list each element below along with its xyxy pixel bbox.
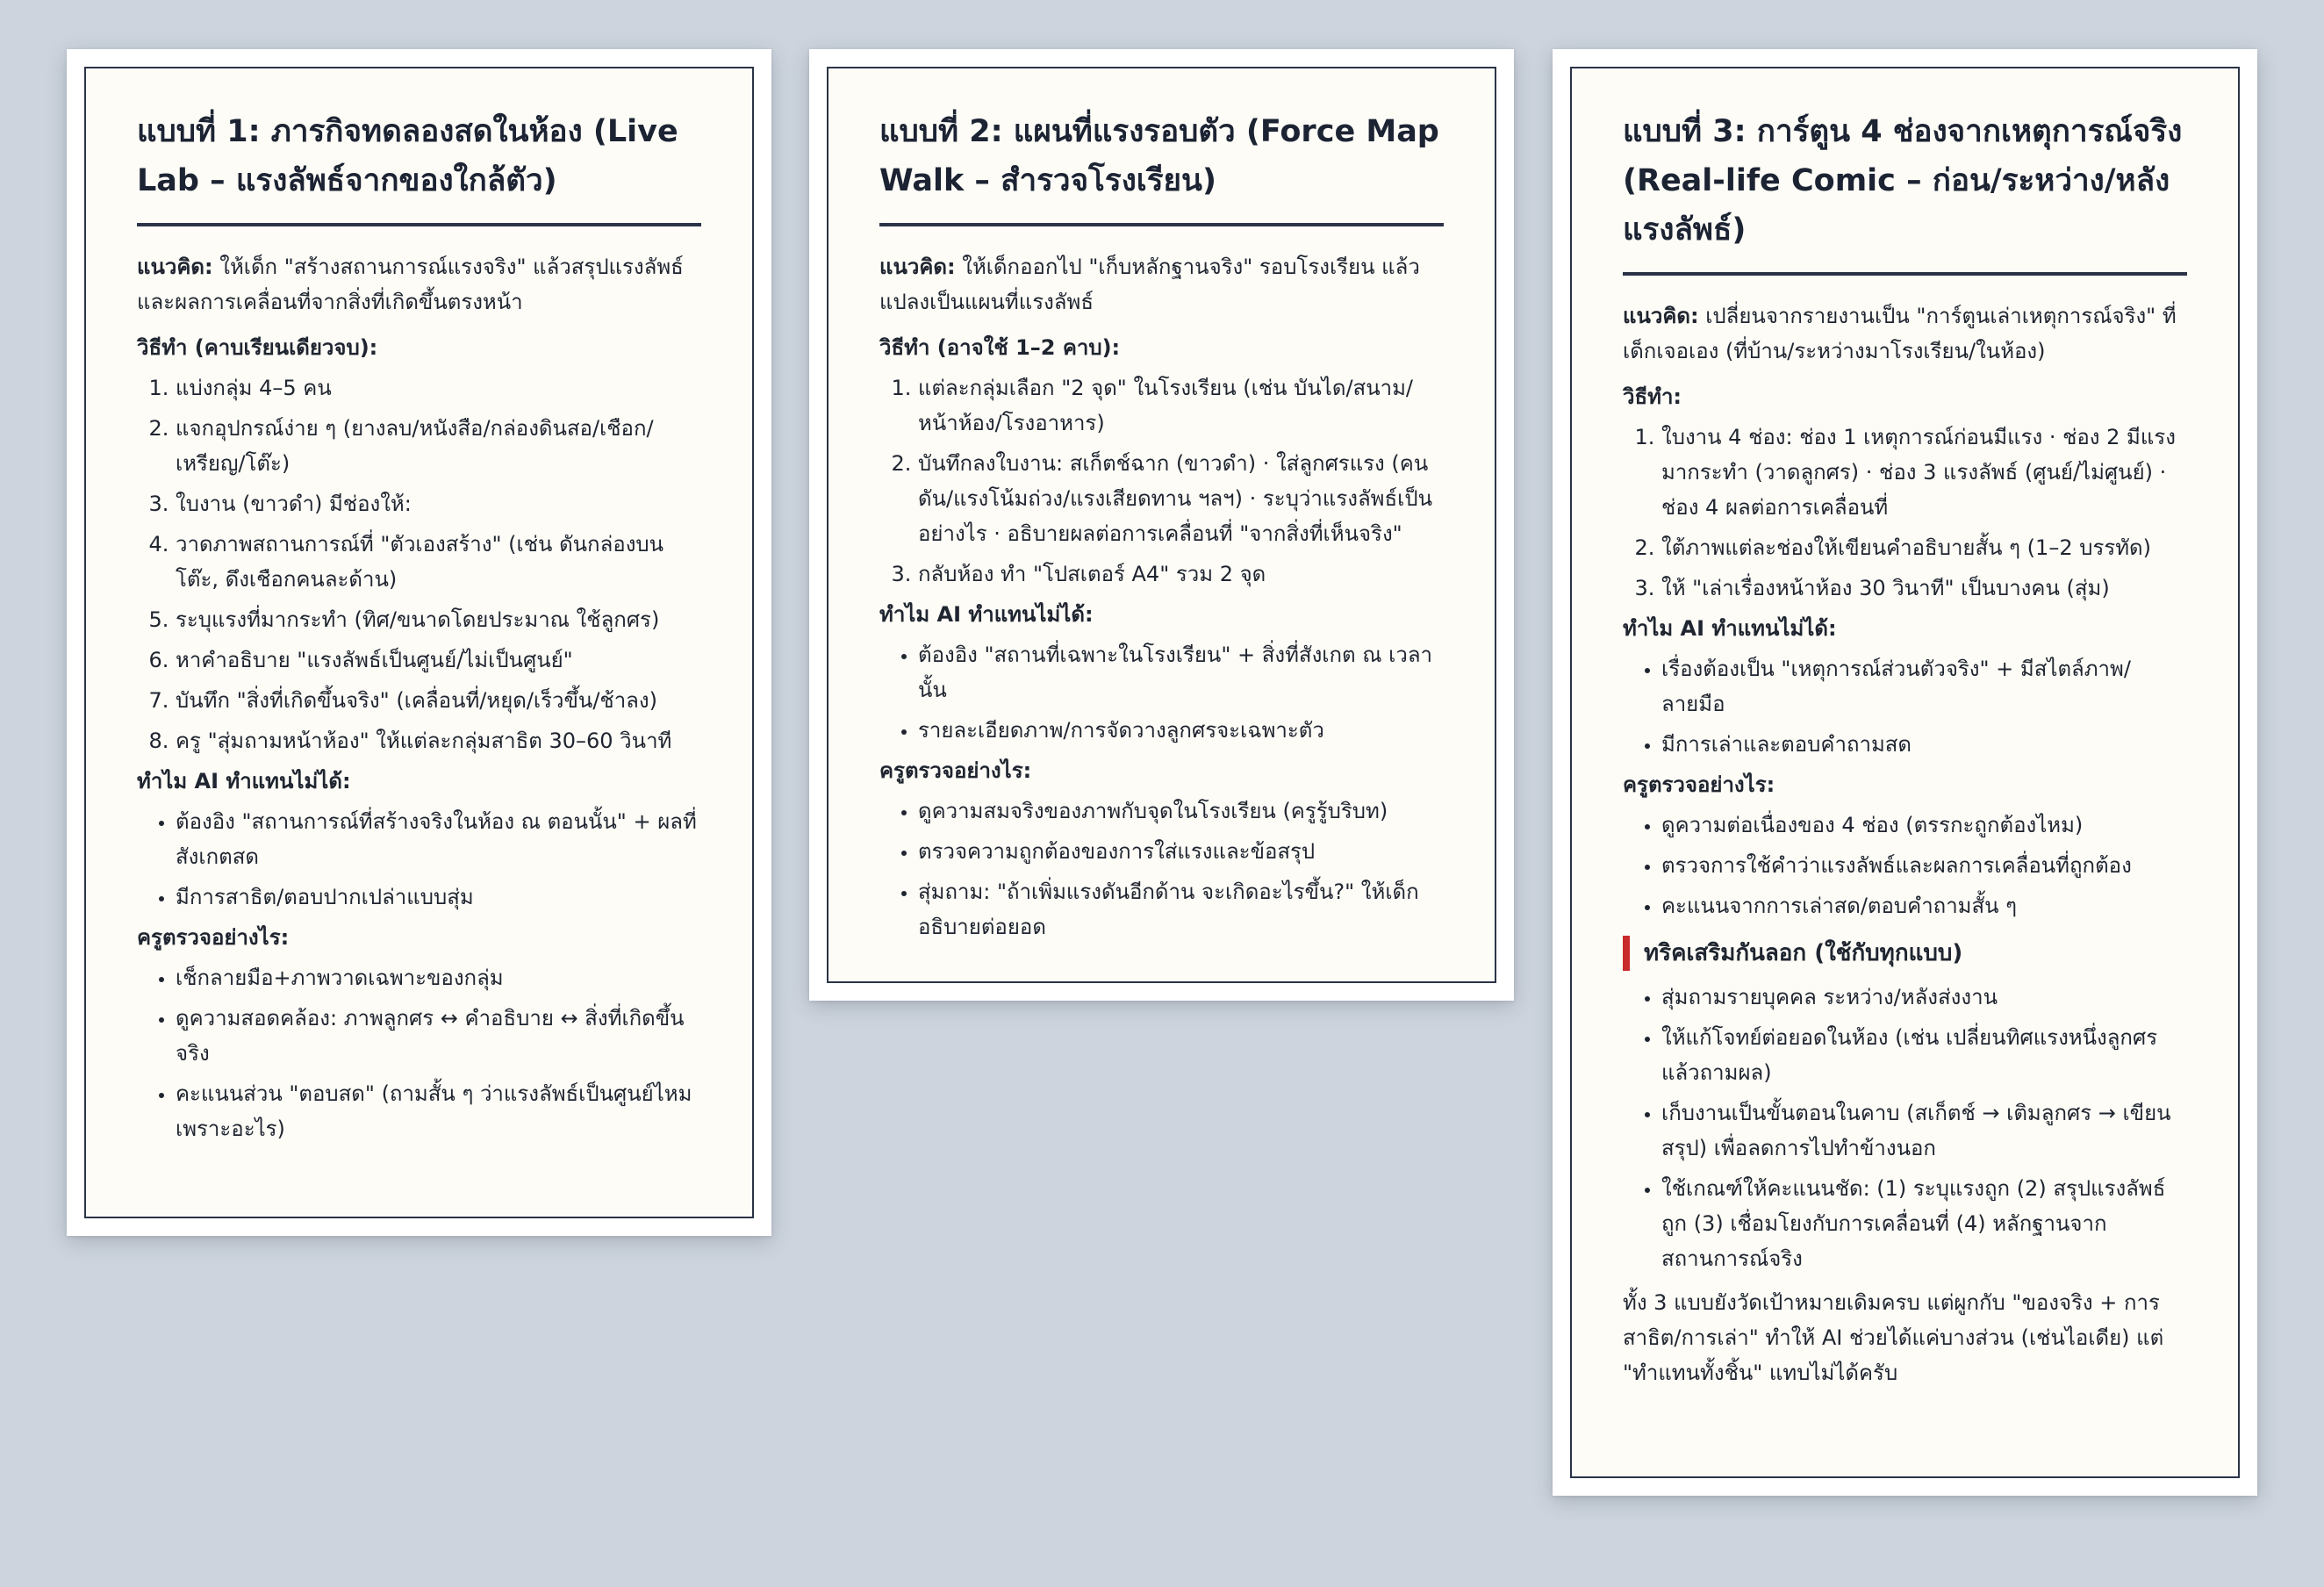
- card-1-check-label: ครูตรวจอย่างไร:: [137, 925, 290, 950]
- list-item: • ต้องอิง "สถานที่เฉพาะในโรงเรียน" + สิ่งที่สังเกต ณ เวลานั้น: [918, 637, 1444, 707]
- card-1-why-label: ทำไม AI ทำแทนไม่ได้:: [137, 769, 351, 794]
- card-3-content: [1570, 67, 2240, 1478]
- card-3-tips-list: [1623, 980, 2187, 1276]
- card-1-title: แบบที่ 1: ภารกิจทดลองสดในห้อง (Live Lab – แรงลัพธ์จากของใกล้ตัว): [137, 107, 701, 226]
- card-3-check-list: [1623, 808, 2187, 923]
- card-1-method-list: [137, 370, 701, 758]
- list-item: 6. หาคำอธิบาย "แรงลัพธ์เป็นศูนย์/ไม่เป็นศูนย์": [176, 643, 701, 678]
- list-item: • มีการเล่าและตอบคำถามสด: [1661, 727, 2187, 762]
- card-3-concept-text: เปลี่ยนจากรายงานเป็น "การ์ตูนเล่าเหตุการณ์จริง" ที่เด็กเจอเอง (ที่บ้าน/ระหว่างมาโรงเรียน/ในห้อง): [1623, 304, 2177, 363]
- card-3-title: แบบที่ 3: การ์ตูน 4 ช่องจากเหตุการณ์จริง (Real-life Comic – ก่อน/ระหว่าง/หลังแรงลัพธ์): [1623, 107, 2187, 276]
- card-3-tips-label: ทริคเสริมกันลอก (ใช้กับทุกแบบ): [1623, 936, 2187, 971]
- list-item: 2. ใต้ภาพแต่ละช่องให้เขียนคำอธิบายสั้น ๆ (1–2 บรรทัด): [1661, 530, 2187, 565]
- list-item: • เช็กลายมือ+ภาพวาดเฉพาะของกลุ่ม: [176, 960, 701, 995]
- list-item: • คะแนนส่วน "ตอบสด" (ถามสั้น ๆ ว่าแรงลัพธ์เป็นศูนย์ไหม เพราะอะไร): [176, 1076, 701, 1146]
- card-3-concept: [1623, 298, 2187, 369]
- card-1-content: [84, 67, 754, 1218]
- card-1-why-list: [137, 804, 701, 915]
- list-item: • สุ่มถาม: "ถ้าเพิ่มแรงดันอีกด้าน จะเกิดอะไรขึ้น?" ให้เด็กอธิบายต่อยอด: [918, 874, 1444, 944]
- card-2-why-label: ทำไม AI ทำแทนไม่ได้:: [879, 602, 1094, 627]
- list-item: 2. บันทึกลงใบงาน: สเก็ตช์ฉาก (ขาวดำ) · ใส่ลูกศรแรง (คนดัน/แรงโน้มถ่วง/แรงเสียดทาน ฯลฯ) · ระบุว่าแรงลัพธ์เป็นอย่างไร · อธิบายผลต่อการเคลื่อนที่ "จากสิ่งที่เห็นจริง": [918, 446, 1444, 551]
- card-3-method-list: [1623, 420, 2187, 606]
- list-item: • ตรวจการใช้คำว่าแรงลัพธ์และผลการเคลื่อนที่ถูกต้อง: [1661, 848, 2187, 883]
- list-item: • ต้องอิง "สถานการณ์ที่สร้างจริงในห้อง ณ ตอนนั้น" + ผลที่สังเกตสด: [176, 804, 701, 874]
- card-2: [809, 49, 1514, 1001]
- card-1-check-list: [137, 960, 701, 1146]
- card-3-why-label: ทำไม AI ทำแทนไม่ได้:: [1623, 616, 1837, 641]
- card-1-concept: [137, 249, 701, 320]
- list-item: • ตรวจความถูกต้องของการใส่แรงและข้อสรุป: [918, 834, 1444, 869]
- card-2-why-list: [879, 637, 1444, 748]
- card-3: [1553, 49, 2257, 1496]
- list-item: • ใช้เกณฑ์ให้คะแนนชัด: (1) ระบุแรงถูก (2) สรุปแรงลัพธ์ถูก (3) เชื่อมโยงกับการเคลื่อนที่ (4) หลักฐานจากสถานการณ์จริง: [1661, 1171, 2187, 1276]
- list-item: 2. แจกอุปกรณ์ง่าย ๆ (ยางลบ/หนังสือ/กล่องดินสอ/เชือก/เหรียญ/โต๊ะ): [176, 411, 701, 481]
- list-item: • เรื่องต้องเป็น "เหตุการณ์ส่วนตัวจริง" + มีสไตล์ภาพ/ลายมือ: [1661, 651, 2187, 722]
- list-item: 3. กลับห้อง ทำ "โปสเตอร์ A4" รวม 2 จุด: [918, 557, 1444, 592]
- list-item: • เก็บงานเป็นขั้นตอนในคาบ (สเก็ตช์ → เติมลูกศร → เขียนสรุป) เพื่อลดการไปทำข้างนอก: [1661, 1095, 2187, 1166]
- list-item: 1. แต่ละกลุ่มเลือก "2 จุด" ในโรงเรียน (เช่น บันได/สนาม/หน้าห้อง/โรงอาหาร): [918, 370, 1444, 441]
- list-item: • สุ่มถามรายบุคคล ระหว่าง/หลังส่งงาน: [1661, 980, 2187, 1015]
- list-item: • ดูความสมจริงของภาพกับจุดในโรงเรียน (ครูรู้บริบท): [918, 794, 1444, 829]
- list-item: 1. ใบงาน 4 ช่อง: ช่อง 1 เหตุการณ์ก่อนมีแรง · ช่อง 2 มีแรงมากระทำ (วาดลูกศร) · ช่อง 3 แรงลัพธ์ (ศูนย์/ไม่ศูนย์) · ช่อง 4 ผลต่อการเคลื่อนที่: [1661, 420, 2187, 525]
- list-item: • ดูความสอดคล้อง: ภาพลูกศร ↔ คำอธิบาย ↔ สิ่งที่เกิดขึ้นจริง: [176, 1001, 701, 1071]
- card-3-why-list: [1623, 651, 2187, 762]
- list-item: • คะแนนจากการเล่าสด/ตอบคำถามสั้น ๆ: [1661, 888, 2187, 923]
- card-2-check-list: [879, 794, 1444, 944]
- list-item: 8. ครู "สุ่มถามหน้าห้อง" ให้แต่ละกลุ่มสาธิต 30–60 วินาที: [176, 723, 701, 758]
- card-1-concept-label: แนวคิด:: [137, 255, 213, 279]
- card-2-content: [827, 67, 1496, 983]
- card-3-method-label: วิธีทำ:: [1623, 384, 1682, 409]
- list-item: • ดูความต่อเนื่องของ 4 ช่อง (ตรรกะถูกต้องไหม): [1661, 808, 2187, 843]
- card-2-concept: [879, 249, 1444, 320]
- card-2-title: แบบที่ 2: แผนที่แรงรอบตัว (Force Map Walk – สำรวจโรงเรียน): [879, 107, 1444, 226]
- list-item: 5. ระบุแรงที่มากระทำ (ทิศ/ขนาดโดยประมาณ ใช้ลูกศร): [176, 602, 701, 637]
- card-2-method-label: วิธีทำ (อาจใช้ 1–2 คาบ):: [879, 335, 1121, 360]
- card-3-check-label: ครูตรวจอย่างไร:: [1623, 772, 1775, 797]
- card-1-concept-text: ให้เด็ก "สร้างสถานการณ์แรงจริง" แล้วสรุปแรงลัพธ์และผลการเคลื่อนที่จากสิ่งที่เกิดขึ้นตรงหน้า: [137, 255, 684, 314]
- card-2-check-label: ครูตรวจอย่างไร:: [879, 758, 1032, 783]
- card-2-concept-label: แนวคิด:: [879, 255, 956, 279]
- list-item: • ให้แก้โจทย์ต่อยอดในห้อง (เช่น เปลี่ยนทิศแรงหนึ่งลูกศรแล้วถามผล): [1661, 1020, 2187, 1090]
- list-item: 3. ให้ "เล่าเรื่องหน้าห้อง 30 วินาที" เป็นบางคน (สุ่ม): [1661, 571, 2187, 606]
- list-item: 7. บันทึก "สิ่งที่เกิดขึ้นจริง" (เคลื่อนที่/หยุด/เร็วขึ้น/ช้าลง): [176, 683, 701, 718]
- card-3-closing: ทั้ง 3 แบบยังวัดเป้าหมายเดิมครบ แต่ผูกกับ "ของจริง + การสาธิต/การเล่า" ทำให้ AI ช่วยได้แค่บางส่วน (เช่นไอเดีย) แต่ "ทำแทนทั้งชิ้น" แทบไม่ได้ครับ: [1623, 1290, 2164, 1385]
- card-1: [67, 49, 771, 1236]
- card-2-concept-text: ให้เด็กออกไป "เก็บหลักฐานจริง" รอบโรงเรียน แล้วแปลงเป็นแผนที่แรงลัพธ์: [879, 255, 1420, 314]
- card-2-method-list: [879, 370, 1444, 592]
- list-item: • มีการสาธิต/ตอบปากเปล่าแบบสุ่ม: [176, 880, 701, 915]
- list-item: 4. วาดภาพสถานการณ์ที่ "ตัวเองสร้าง" (เช่น ดันกล่องบนโต๊ะ, ดึงเชือกคนละด้าน): [176, 527, 701, 597]
- list-item: 1. แบ่งกลุ่ม 4–5 คน: [176, 370, 701, 406]
- list-item: 3. ใบงาน (ขาวดำ) มีช่องให้:: [176, 486, 701, 521]
- card-1-method-label: วิธีทำ (คาบเรียนเดียวจบ):: [137, 335, 378, 360]
- card-3-concept-label: แนวคิด:: [1623, 304, 1699, 328]
- list-item: • รายละเอียดภาพ/การจัดวางลูกศรจะเฉพาะตัว: [918, 713, 1444, 748]
